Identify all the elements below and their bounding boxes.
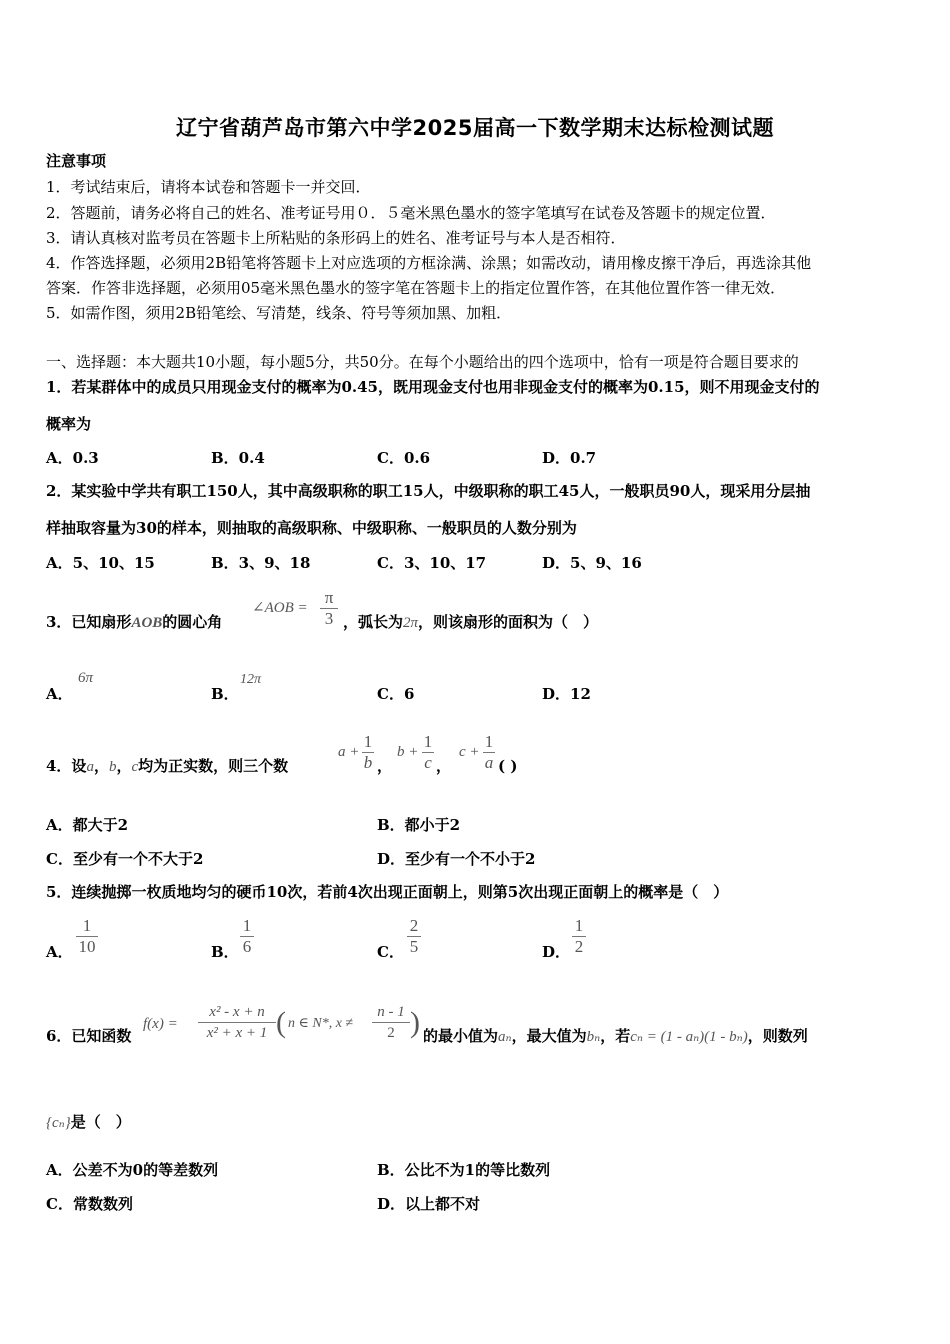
q5-option-a: A． — [46, 943, 73, 961]
q4-comma: ， — [377, 757, 393, 775]
sequence-definition: cₙ = (1 - aₙ)(1 - bₙ) — [630, 1029, 748, 1045]
q2-option-c: C．3、10、17 — [377, 554, 487, 572]
notice-item: 5．如需作图，须用2B铅笔绘、写清楚，线条、符号等须加黑、加粗． — [46, 304, 512, 322]
q3-option-a-value: 6π — [78, 670, 94, 686]
q4-stem: 4．设a，b，c均为正实数，则三个数 — [46, 757, 289, 775]
q1-option-a: A．0.3 — [46, 449, 99, 467]
section-heading: 一、选择题：本大题共10小题，每小题5分，共50分。在每个小题给出的四个选项中，恰有一项是符合题目要求的 — [46, 353, 799, 371]
q5-option-c-value: $\frac{2}{5}$ — [407, 916, 421, 957]
q6-stem-mid: 的最小值为aₙ，最大值为bₙ，若cₙ = (1 - aₙ)(1 - bₙ)，则数列 — [423, 1027, 808, 1045]
q5-option-d: D． — [542, 943, 571, 961]
q6-option-d: D．以上都不对 — [377, 1195, 481, 1213]
q1-stem-cont: 概率为 — [46, 415, 92, 433]
notice-item: 2．答题前，请务必将自己的姓名、准考证号用０．５毫米黑色墨水的签字笔填写在试卷及答题卡的规定位置． — [46, 204, 776, 222]
q2-option-d: D．5、9、16 — [542, 554, 642, 572]
q1-option-c: C．0.6 — [377, 449, 431, 467]
one-over-a: $\frac{1}{a}$ — [484, 732, 494, 772]
q1-option-b: B．0.4 — [211, 449, 265, 467]
q6-stem-prefix: 6．已知函数 — [46, 1027, 132, 1045]
q5-option-b: B． — [211, 943, 239, 961]
q3-option-b: B． — [211, 685, 239, 703]
notice-item: 4．作答选择题，必须用2B铅笔将答题卡上对应选项的方框涂满、涂黑；如需改动，请用橡皮擦干净后，再选涂其他 — [46, 254, 812, 272]
q5-stem: 5．连续抛掷一枚质地均匀的硬币10次，若前4次出现正面朝上，则第5次出现正面朝上的概率是（ ） — [46, 883, 729, 901]
notice-heading: 注意事项 — [46, 152, 107, 170]
pi-over-3: $\frac{\pi}{3}$ — [320, 588, 338, 629]
q3-option-a: A． — [46, 685, 73, 703]
q4-comma: ， — [436, 757, 452, 775]
arc-length: 2π — [403, 615, 419, 631]
q4-option-d: D．至少有一个不小于2 — [377, 850, 536, 868]
notice-item: 1．考试结束后，请将本试卷和答题卡一并交回． — [46, 178, 371, 196]
q4-option-c: C．至少有一个不大于2 — [46, 850, 204, 868]
q5-option-c: C． — [377, 943, 404, 961]
sequence-name: {cₙ} — [46, 1115, 71, 1131]
exam-page: 辽宁省葫芦岛市第六中学2025届高一下数学期末达标检测试题 注意事项 1．考试结束后，请将本试卷和答题卡一并交回． 2．答题前，请务必将自己的姓名、准考证号用０．５毫米黑色墨水的签字笔填写在试卷及答题卡的规定位置． 3．请认真核对监考员在答题卡上所粘贴的条形码上的姓名、准考证号与本人是否相符． 4．作答选择题，必须用2B铅笔将答题卡上对应选项的方框涂满、涂黑；如需改动，请用橡皮擦干净后，再选涂其他 答案．作答非选择题，必须用05毫米黑色墨水的签字笔在答题卡上的指定位置作答，在其他位置作答一律无效． 5．如需作图，须用2B铅笔绘、写清楚，线条、符号等须加黑、加粗． 一、选择题：本大题共10小题，每小题5分，共50分。在每个小题给出的四个选项中，恰有一项是符合题目要求的 1．若某群体中的成员只用现金支付的概率为0.45，既用现金支付也用非现金支付的概率为0.15，则不用现金支付的 概率为 A．0.3 B．0.4 C．0.6 D．0.7 2．某实验中学共有职工150人，其中高级职称的职工15人，中级职称的职工45人，一般职员90人，现采用分层抽 样抽取容量为30的样本，则抽取的高级职称、中级职称、一般职员的人数分别为 A．5、10、15 B．3、9、18 C．3、10、17 D．5、9、16 3．已知扇形AOB的圆心角 ∠AOB = $\frac{\pi}{3}$ ，弧长为2π，则该扇形的面积为（ ） A． 6π B． 12π C．6 D．12 4．设a，b，c均为正实数，则三个数 a + $\frac{1}{b}$ ， b + $\frac{1}{c}$ ， c + $\frac{1}{a}$ ( ) A．都大于2 B．都小于2 C．至少有一个不大于2 D．至少有一个不小于2 5．连续抛掷一枚质地均匀的硬币10次，若前4次出现正面朝上，则第5次出现正面朝上的概率是（ ） A． $\frac{1}{10}$ B． $\frac{1}{6}$ C． $\frac{2}{5}$ D． $\frac{1}{2}$ 6．已知函数 f(x) = $\frac{\text{x² - x + n}}{\text{x² + x + 1}}$ ( n ∈ N*, x ≠ $\frac{n - 1}{2}$ ) 的最小值为aₙ，最大值为bₙ，若cₙ = (1 - aₙ)(1 - bₙ)，则数列 {cₙ}是（ ） A．公差不为0的等差数列 B．公比不为1的等比数列 C．常数数列 D．以上都不对 — [0, 0, 950, 1344]
notice-item: 3．请认真核对监考员在答题卡上所粘贴的条形码上的姓名、准考证号与本人是否相符． — [46, 229, 626, 247]
q5-option-d-value: $\frac{1}{2}$ — [572, 916, 586, 957]
q6-option-c: C．常数数列 — [46, 1195, 133, 1213]
max-value: bₙ — [586, 1029, 601, 1045]
notice-item: 答案．作答非选择题，必须用05毫米黑色墨水的签字笔在答题卡上的指定位置作答，在其他位置作答一律无效． — [46, 279, 786, 297]
q6-option-a: A．公差不为0的等差数列 — [46, 1161, 219, 1179]
angle-expr: ∠AOB = — [252, 600, 308, 616]
q4-option-b: B．都小于2 — [377, 816, 461, 834]
q4-option-a: A．都大于2 — [46, 816, 129, 834]
q3-option-d: D．12 — [542, 685, 591, 703]
page-title: 辽宁省葫芦岛市第六中学2025届高一下数学期末达标检测试题 — [176, 116, 774, 140]
q5-option-a-value: $\frac{1}{10}$ — [76, 916, 98, 957]
function-fraction: $\frac{\text{x² - x + n}}{\text{x² + x + 1}}$ — [198, 1002, 276, 1043]
q2-option-a: A．5、10、15 — [46, 554, 155, 572]
q5-option-b-value: $\frac{1}{6}$ — [240, 916, 254, 957]
q2-option-b: B．3、9、18 — [211, 554, 311, 572]
q2-stem: 2．某实验中学共有职工150人，其中高级职称的职工15人，中级职称的职工45人，一般职员90人，现采用分层抽 — [46, 482, 811, 500]
expr-a-plus: a + — [338, 744, 360, 760]
q6-option-b: B．公比不为1的等比数列 — [377, 1161, 551, 1179]
condition-fraction: $\frac{n - 1}{2}$ — [372, 1002, 410, 1043]
expr-c-plus: c + — [459, 744, 480, 760]
min-value: aₙ — [498, 1029, 512, 1045]
q1-option-d: D．0.7 — [542, 449, 597, 467]
q3-option-b-value: 12π — [240, 672, 262, 687]
one-over-b: $\frac{1}{b}$ — [363, 732, 373, 772]
one-over-c: $\frac{1}{c}$ — [423, 732, 433, 772]
function-lhs: f(x) = — [143, 1016, 178, 1032]
q3-arc-text: ，弧长为2π，则该扇形的面积为（ ） — [343, 613, 599, 631]
q3-stem: 3．已知扇形AOB的圆心角 — [46, 613, 223, 631]
expr-b-plus: b + — [397, 744, 419, 760]
sector-name: AOB — [131, 615, 163, 631]
domain-condition: n ∈ N*, x ≠ — [288, 1016, 354, 1031]
q1-stem: 1．若某群体中的成员只用现金支付的概率为0.45，既用现金支付也用非现金支付的概率为0.15，则不用现金支付的 — [46, 378, 820, 396]
q3-option-c: C．6 — [377, 685, 415, 703]
q2-stem-cont: 样抽取容量为30的样本，则抽取的高级职称、中级职称、一般职员的人数分别为 — [46, 519, 577, 537]
q4-paren: ( ) — [498, 757, 518, 775]
q6-stem-end: {cₙ}是（ ） — [46, 1113, 131, 1131]
